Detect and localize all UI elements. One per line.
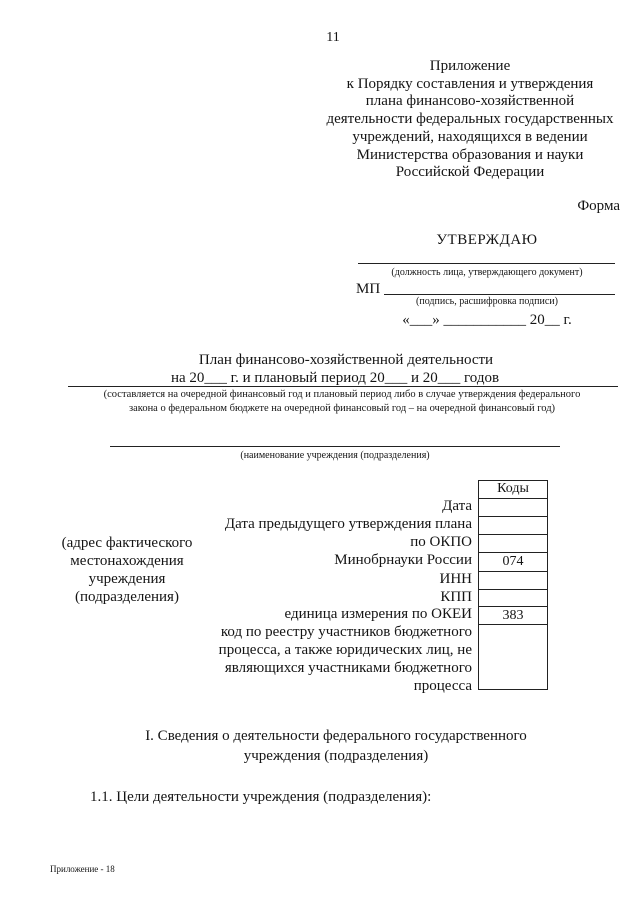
plan-period: на 20___ г. и плановый период 20___ и 20___ годов bbox=[170, 370, 500, 386]
appendix-line: учреждений, находящихся в ведении bbox=[352, 128, 588, 145]
position-line bbox=[358, 263, 615, 264]
code-value-okei: 383 bbox=[479, 606, 547, 624]
registry-label-line: код по реестру участников бюджетного bbox=[220, 624, 472, 640]
appendix-line: Российской Федерации bbox=[395, 164, 545, 181]
registry-label-line: процесса bbox=[413, 678, 472, 694]
code-value-date bbox=[479, 498, 547, 516]
plan-underline bbox=[68, 386, 618, 387]
code-label-okei: единица измерения по ОКЕИ bbox=[284, 606, 472, 622]
appendix-line: Министерства образования и науки bbox=[356, 146, 584, 163]
address-line: (адрес фактического bbox=[61, 535, 193, 551]
code-label-ministry: Минобрнауки России bbox=[334, 552, 472, 568]
institution-caption: (наименование учреждения (подразделения) bbox=[240, 450, 430, 461]
address-line: местонахождения bbox=[70, 553, 184, 569]
code-value-ministry: 074 bbox=[479, 552, 547, 571]
code-value-previous-date bbox=[479, 516, 547, 534]
plan-note-line: (составляется на очередной финансовый год и плановый период либо в случае утверждения федерального bbox=[103, 389, 581, 400]
section-title-line: учреждения (подразделения) bbox=[243, 748, 429, 764]
form-label: Форма bbox=[577, 198, 620, 214]
code-label-okpo: по ОКПО bbox=[410, 534, 472, 550]
section-title-line: I. Сведения о деятельности федерального государственного bbox=[145, 728, 527, 744]
code-label-previous-date: Дата предыдущего утверждения плана bbox=[224, 516, 472, 532]
code-value-kpp bbox=[479, 589, 547, 606]
code-value-inn bbox=[479, 571, 547, 589]
plan-note bbox=[52, 388, 632, 416]
codes-header: Коды bbox=[497, 481, 529, 496]
code-value-registry bbox=[479, 624, 547, 689]
section-item: 1.1. Цели деятельности учреждения (подразделения): bbox=[90, 789, 432, 805]
address-line: (подразделения) bbox=[75, 589, 179, 605]
signature-line bbox=[384, 294, 615, 295]
code-label-inn: ИНН bbox=[439, 571, 472, 587]
code-label-kpp: КПП bbox=[440, 589, 472, 605]
position-caption: (должность лица, утверждающего документ) bbox=[391, 267, 583, 278]
registry-label-line: процесса, а также юридических лиц, не bbox=[218, 642, 472, 658]
appendix-line: к Порядку составления и утверждения bbox=[346, 75, 594, 92]
code-label-date: Дата bbox=[442, 498, 472, 514]
codes-table bbox=[478, 480, 548, 690]
approval-date-line: «___» ___________ 20__ г. bbox=[402, 312, 572, 328]
appendix-line: Приложение bbox=[429, 58, 511, 74]
appendix-line: плана финансово-хозяйственной bbox=[365, 93, 575, 110]
address-line: учреждения bbox=[88, 571, 166, 587]
plan-title: План финансово-хозяйственной деятельности bbox=[198, 352, 494, 368]
appendix-header bbox=[310, 58, 630, 182]
signature-caption: (подпись, расшифровка подписи) bbox=[416, 296, 558, 307]
registry-label-line: являющихся участниками бюджетного bbox=[224, 660, 472, 676]
code-label-registry bbox=[180, 623, 472, 695]
stamp-label: МП bbox=[356, 281, 381, 297]
appendix-line: деятельности федеральных государственных bbox=[326, 111, 614, 128]
code-value-okpo bbox=[479, 534, 547, 552]
section-title bbox=[136, 726, 536, 766]
institution-line bbox=[110, 446, 560, 447]
page-number: 11 bbox=[326, 30, 340, 45]
plan-note-line: закона о федеральном бюджете на очередной финансовый год – на очередной финансовый год) bbox=[128, 403, 556, 414]
footer-label: Приложение - 18 bbox=[50, 864, 115, 874]
approval-title: УТВЕРЖДАЮ bbox=[436, 232, 538, 248]
